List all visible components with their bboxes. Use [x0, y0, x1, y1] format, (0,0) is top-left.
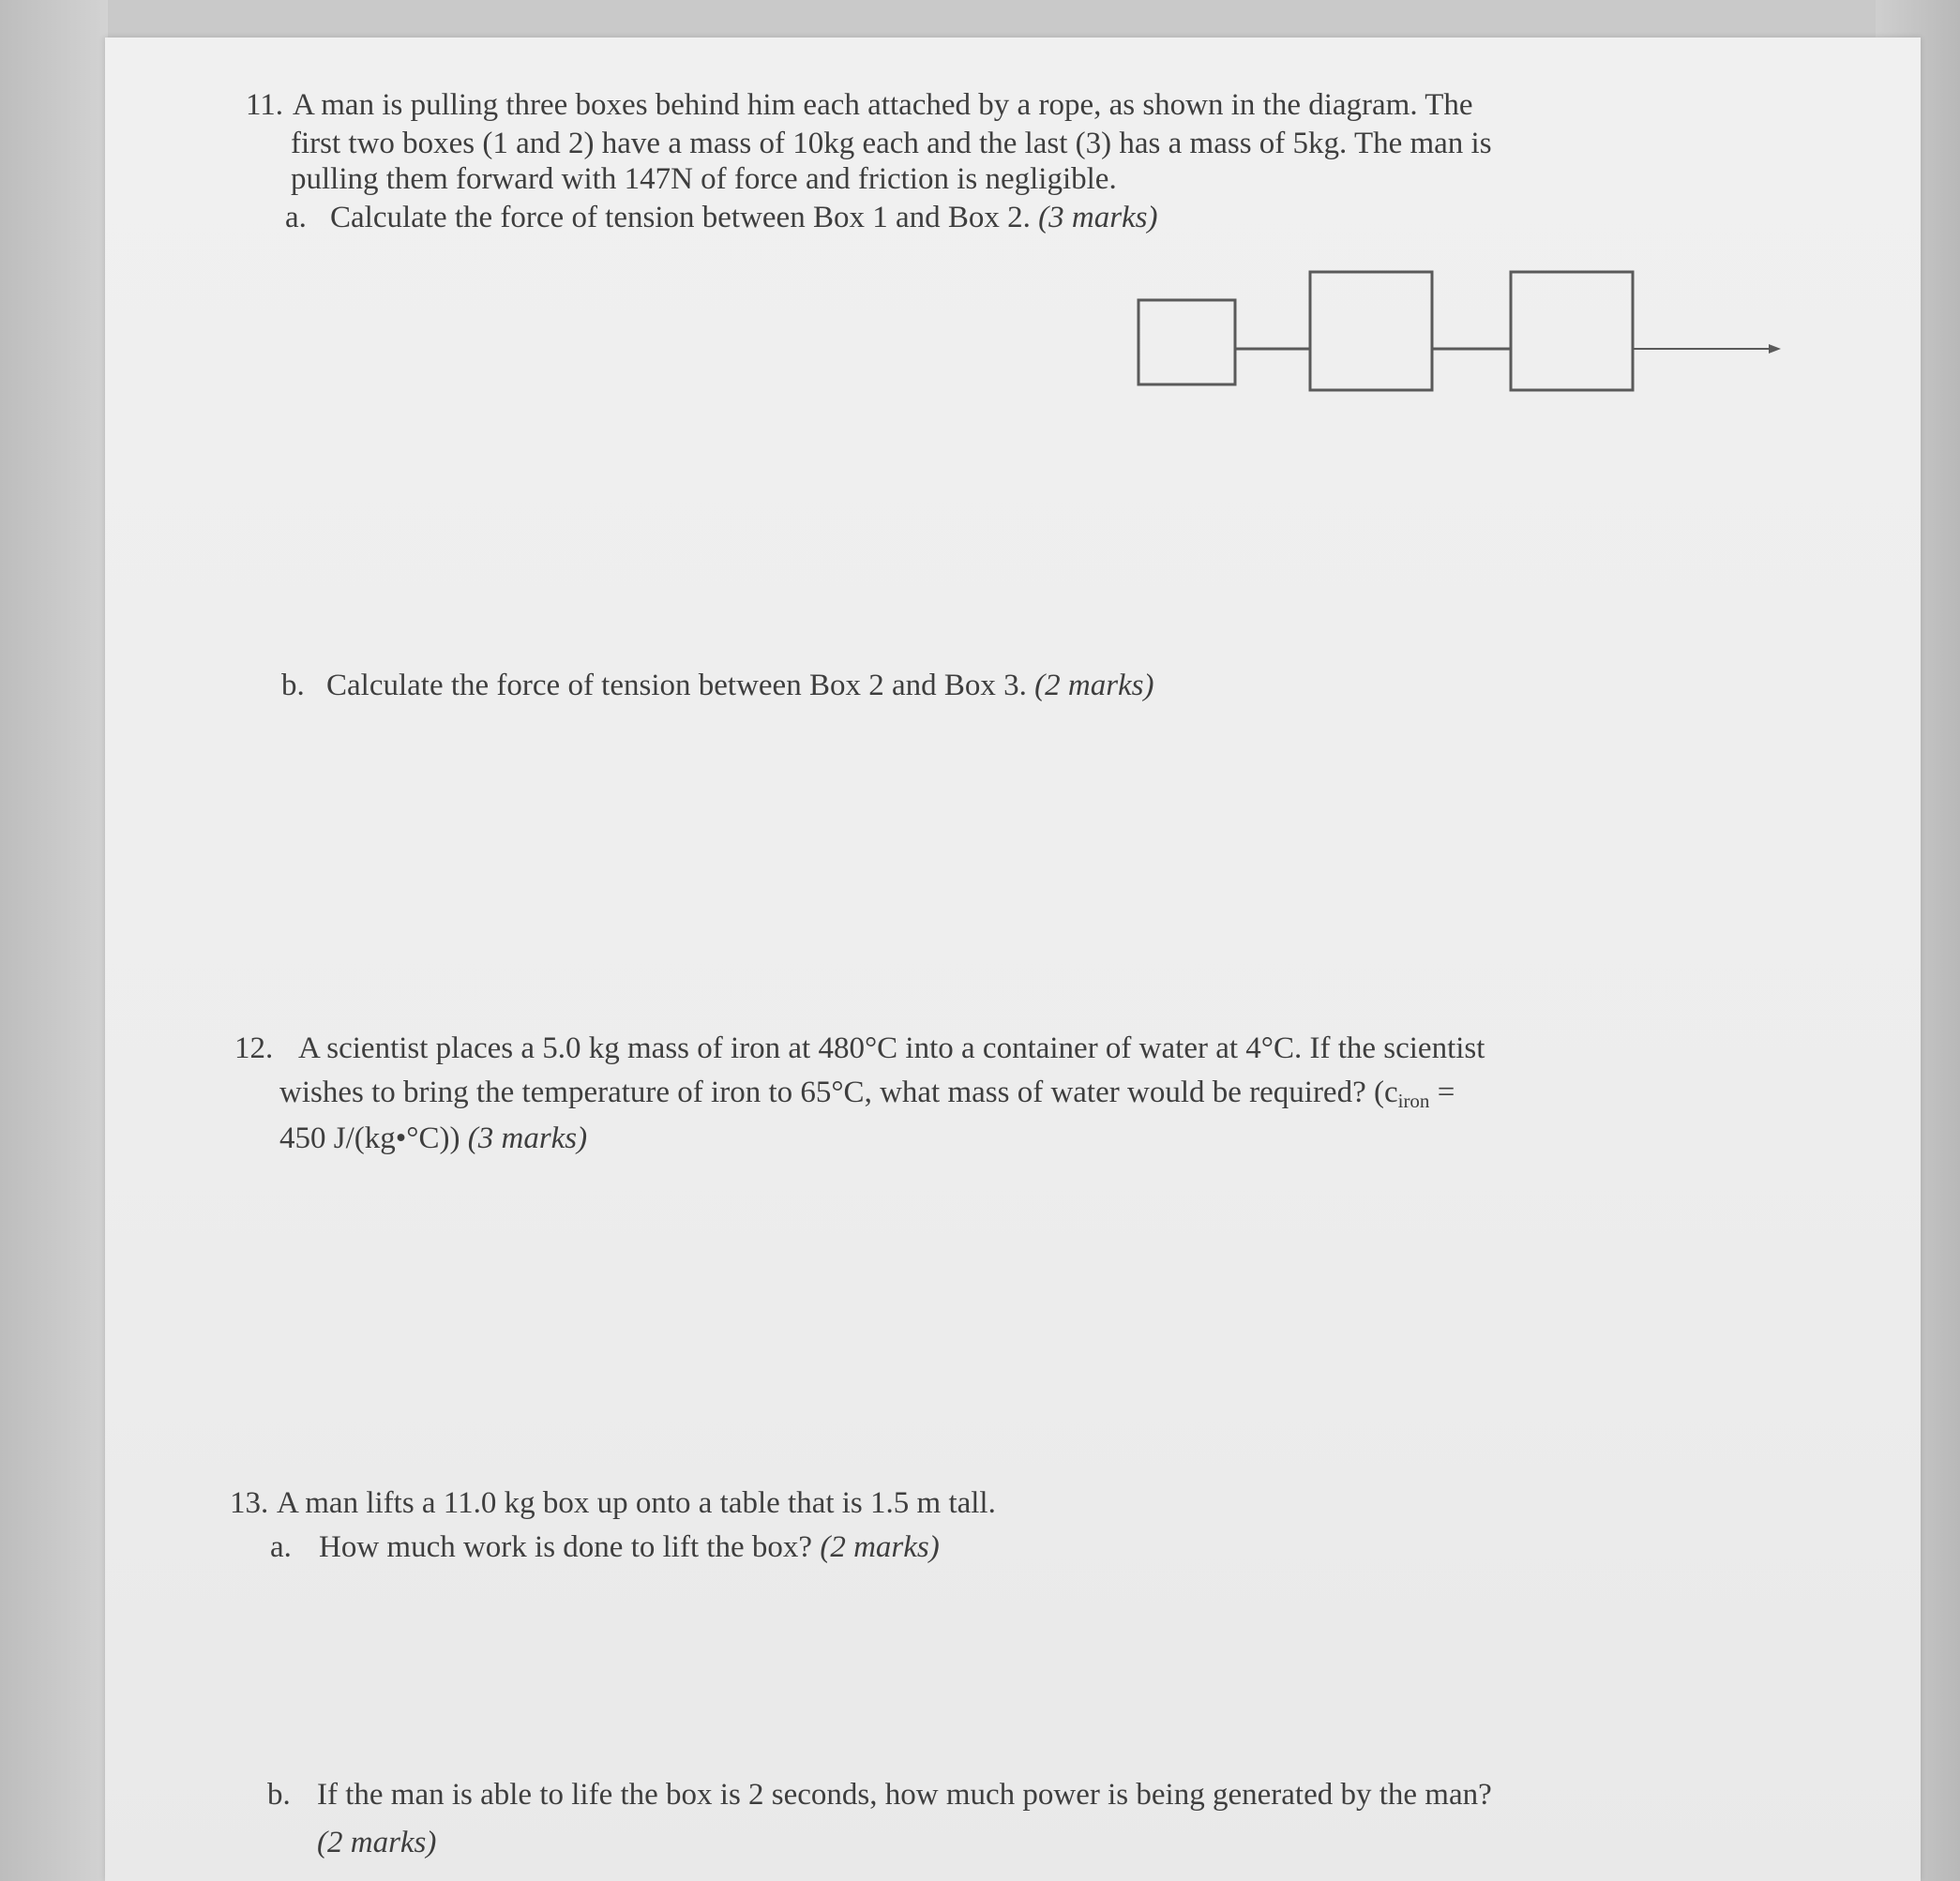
q13b-letter: b.	[267, 1778, 291, 1812]
q11b-marks: (2 marks)	[1034, 669, 1154, 702]
q11-number: 11.	[246, 88, 284, 122]
q11a-text: Calculate the force of tension between Box 1 and Box 2.	[330, 201, 1031, 234]
q12-line-3-text: 450 J/(kg•°C))	[279, 1121, 460, 1155]
q11a-letter: a.	[285, 201, 307, 234]
q13b-marks: (2 marks)	[317, 1826, 437, 1859]
boxes-diagram	[1130, 263, 1787, 399]
q12-number: 12.	[234, 1031, 274, 1065]
q13a-text: How much work is done to lift the box?	[319, 1530, 813, 1564]
q13a-marks: (2 marks)	[820, 1530, 940, 1564]
q11a-marks: (3 marks)	[1038, 201, 1158, 234]
q13a-prompt	[319, 1528, 940, 1567]
q11b-text: Calculate the force of tension between Box 2 and Box 3.	[326, 669, 1027, 702]
q11b-prompt	[326, 667, 1154, 705]
q12-line-2-end: =	[1429, 1076, 1455, 1109]
q12-line-2-main: wishes to bring the temperature of iron to 65°C, what mass of water would be required? (c	[279, 1076, 1398, 1109]
q12-subscript-iron: iron	[1397, 1090, 1430, 1112]
q13-text: A man lifts a 11.0 kg box up onto a table that is 1.5 m tall.	[277, 1486, 996, 1520]
q12-marks: (3 marks)	[467, 1121, 588, 1155]
q13-number: 13.	[230, 1486, 269, 1520]
q11-line-2: first two boxes (1 and 2) have a mass of 10kg each and the last (3) has a mass of 5kg. The man is	[291, 127, 1492, 160]
q12-line-3	[279, 1120, 587, 1158]
q12-line-1: A scientist places a 5.0 kg mass of iron at 480°C into a container of water at 4°C. If the scientist	[298, 1031, 1485, 1065]
q11a-prompt	[330, 199, 1158, 237]
q11-line-3: pulling them forward with 147N of force and friction is negligible.	[291, 162, 1117, 196]
q13b-text: If the man is able to life the box is 2 seconds, how much power is being generated by the man?	[317, 1778, 1492, 1812]
pull-arrow-head	[1769, 344, 1781, 354]
q12-line-2	[279, 1074, 1455, 1121]
backdrop-left	[0, 0, 108, 1881]
q11-line-1: A man is pulling three boxes behind him each attached by a rope, as shown in the diagram. The	[293, 88, 1473, 122]
q13a-letter: a.	[270, 1530, 292, 1564]
box-small	[1138, 300, 1235, 384]
q11b-letter: b.	[281, 669, 305, 702]
box-front	[1511, 272, 1633, 390]
box-middle	[1310, 272, 1432, 390]
